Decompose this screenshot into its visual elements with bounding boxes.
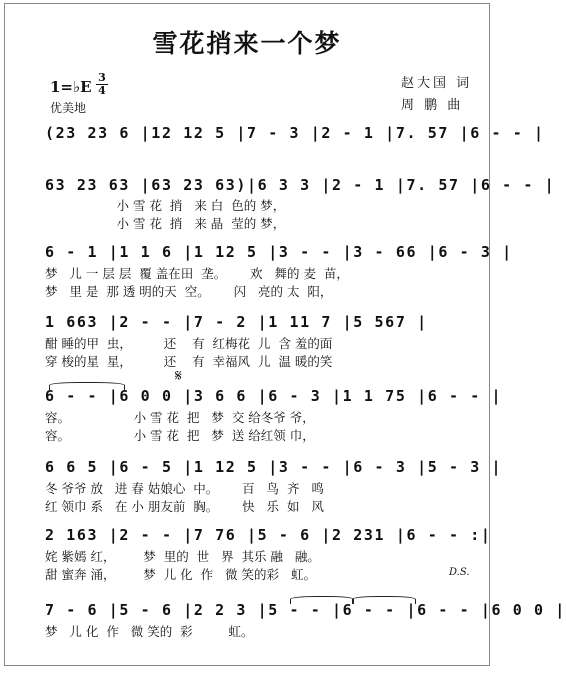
notation-row: 1 663 |2 - - |7 - 2 |1 11 7 |5 567 | [45,313,428,331]
lyric-line: 冬 爷爷 放 进 春 姑娘心 中。 百 鸟 齐 鸣 [45,481,324,496]
lyric-line: 容。 小 雪 花 把 梦 交 给冬爷 爷， [45,410,315,425]
song-title: 雪花捎来一个梦 [152,29,342,58]
notation-row: 7 - 6 |5 - 6 |2 2 3 |5 - - |6 - - |6 - - |6 0 0 | [45,601,566,619]
notation-row: 6 - - |6 0 0 |3 6 6 |6 - 3 |1 1 75 |6 - - | [45,387,503,405]
notation-row: 6 6 5 |6 - 5 |1 12 5 |3 - - |6 - 3 |5 - 3 | [45,458,503,476]
lyric-line: 梦 儿 一 层 层 覆 盖在田 垄。 欢 舞的 麦 苗， [45,266,349,281]
notation-row: (23 23 6 |12 12 5 |7 - 3 |2 - 1 |7. 57 |6 - - | [45,124,545,142]
lyric-line: 甜 蜜奔 涌， 梦 儿 化 作 微 笑的彩 虹。 [45,567,316,582]
time-signature-bottom: 4 [96,84,108,97]
lyricist-credit: 赵大国 词 [401,76,473,91]
composer-credit: 周 鹏 曲 [401,98,464,113]
lyric-line: 酣 睡的甲 虫， 还 有 红梅花 儿 含 羞的面 [45,336,333,351]
score-sheet [4,3,566,666]
expression-mark: 优美地 [50,101,87,115]
key-signature: 1=♭E [50,78,92,96]
lyric-line: 红 领巾 系 在 小 朋友前 胸。 快 乐 如 风 [45,499,324,514]
lyric-line: 小 雪 花 捎 来 晶 莹的 梦， [45,216,286,231]
lyric-line: 穿 梭的星 星， 还 有 幸福风 儿 温 暖的笑 [45,354,333,369]
time-signature-top: 3 [98,71,106,84]
lyric-line: 梦 儿 化 作 微 笑的 彩 虹。 [45,624,254,639]
notation-row: 2 163 |2 - - |7 76 |5 - 6 |2 231 |6 - - :| [45,526,492,544]
lyric-line: 姹 紫嫣 红， 梦 里的 世 界 其乐 融 融。 [45,549,320,564]
lyric-line: 梦 里 是 那 透 明的天 空。 闪 亮的 太 阳， [45,284,333,299]
lyric-line: 小 雪 花 捎 来 白 色的 梦， [45,198,286,213]
time-signature [96,72,108,97]
segno-sign: 𝄋 [175,366,182,385]
lyric-line: 容。 小 雪 花 把 梦 送 给红领 巾， [45,428,315,443]
notation-row: 6 - 1 |1 1 6 |1 12 5 |3 - - |3 - 66 |6 - 3 | [45,243,513,261]
dal-segno-mark: D.S. [449,567,470,578]
notation-row: 63 23 63 |63 23 63)|6 3 3 |2 - 1 |7. 57 |6 - - | [45,176,556,194]
